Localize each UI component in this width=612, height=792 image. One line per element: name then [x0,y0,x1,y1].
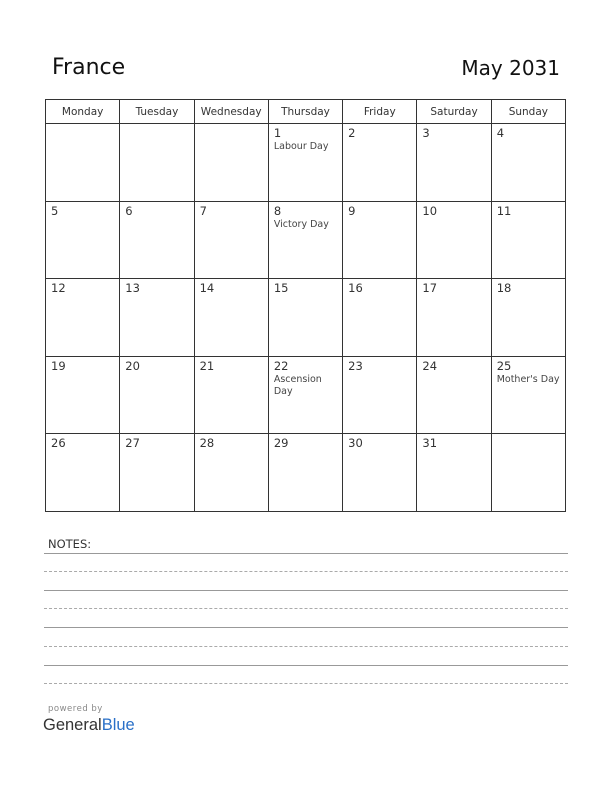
calendar-day-cell [268,356,342,434]
day-number: 11 [496,203,512,218]
day-number: 21 [199,358,215,373]
calendar-day-cell [417,201,491,279]
calendar-day-cell [194,356,268,434]
calendar-day-cell [46,279,120,357]
holiday-label: Ascension Day [273,373,322,397]
calendar-day-cell [491,201,565,279]
calendar-day-cell [46,124,120,202]
notes-line [44,665,568,666]
day-number: 23 [348,358,363,373]
day-number: 31 [422,436,438,450]
day-number: 6 [125,203,133,218]
notes-line [44,627,568,628]
calendar-day-cell [194,434,268,512]
weekday-header: Tuesday [120,100,194,124]
calendar-day-cell [268,124,342,202]
weekday-header: Saturday [417,100,491,124]
calendar-day-cell [194,279,268,357]
calendar-day-cell [417,434,491,512]
day-number: 5 [51,203,59,218]
calendar-day-cell [120,434,194,512]
calendar-day-cell [194,124,268,202]
day-number: 16 [348,281,363,295]
calendar-day-cell [46,434,120,512]
day-number: 28 [199,436,215,450]
day-number: 18 [496,281,512,295]
calendar-week-row [46,201,566,279]
weekday-header: Monday [46,100,120,124]
weekday-header-row [46,100,566,124]
calendar-week-row [46,279,566,357]
calendar-day-cell [120,124,194,202]
day-number: 8 [273,203,282,218]
calendar-day-cell [268,279,342,357]
generalblue-logo[interactable] [43,716,135,735]
notes-line [44,590,568,591]
notes-line [44,608,568,609]
calendar-day-cell [120,356,194,434]
notes-line [44,683,568,684]
day-number: 3 [422,126,430,140]
holiday-label: Labour Day [273,141,329,152]
calendar-day-cell [417,356,491,434]
calendar-day-cell [194,201,268,279]
calendar-week-row [46,434,566,512]
weekday-header: Wednesday [194,100,268,124]
day-number: 9 [348,203,356,218]
weekday-header: Sunday [491,100,565,124]
calendar-day-cell [46,356,120,434]
calendar-body [46,124,566,512]
notes-label: NOTES: [48,537,92,551]
calendar-day-cell [120,201,194,279]
day-number: 30 [348,436,363,450]
calendar-day-cell [268,201,342,279]
calendar-day-cell [120,279,194,357]
calendar-day-cell [491,434,565,512]
day-number: 4 [496,126,505,140]
weekday-header: Friday [343,100,417,124]
day-number: 2 [348,126,356,140]
calendar-week-row [46,124,566,202]
calendar-day-cell [491,279,565,357]
calendar-day-cell [417,279,491,357]
day-number: 13 [125,281,140,295]
holiday-label: Victory Day [273,218,329,230]
day-number: 24 [422,358,438,373]
day-number: 17 [422,281,438,295]
calendar-week-row [46,356,566,434]
calendar-day-cell [46,201,120,279]
day-number: 14 [199,281,215,295]
calendar-day-cell [343,279,417,357]
weekday-header: Thursday [268,100,342,124]
notes-line [44,553,568,554]
calendar-day-cell [343,356,417,434]
day-number: 20 [125,358,140,373]
day-number: 15 [273,281,289,295]
day-number: 26 [51,436,66,450]
day-number: 22 [273,358,289,373]
day-number: 10 [422,203,438,218]
calendar-day-cell [343,124,417,202]
country-title: France [52,55,126,80]
notes-line [44,571,568,572]
day-number: 27 [125,436,140,450]
day-number: 19 [51,358,66,373]
calendar-day-cell [343,434,417,512]
month-title: May 2031 [461,56,560,80]
calendar-day-cell [343,201,417,279]
logo-general-text: General [43,716,102,734]
day-number: 7 [199,203,207,218]
powered-by-text: powered by [48,704,103,714]
calendar-day-cell [268,434,342,512]
calendar-day-cell [417,124,491,202]
holiday-label: Mother's Day [496,373,560,385]
logo-blue-text: Blue [101,716,135,734]
calendar-grid [45,99,566,512]
day-number: 25 [496,358,512,373]
calendar-day-cell [491,356,565,434]
day-number: 1 [273,126,282,140]
day-number: 29 [273,436,289,450]
calendar-day-cell [491,124,565,202]
day-number: 12 [51,281,66,295]
notes-line [44,646,568,647]
